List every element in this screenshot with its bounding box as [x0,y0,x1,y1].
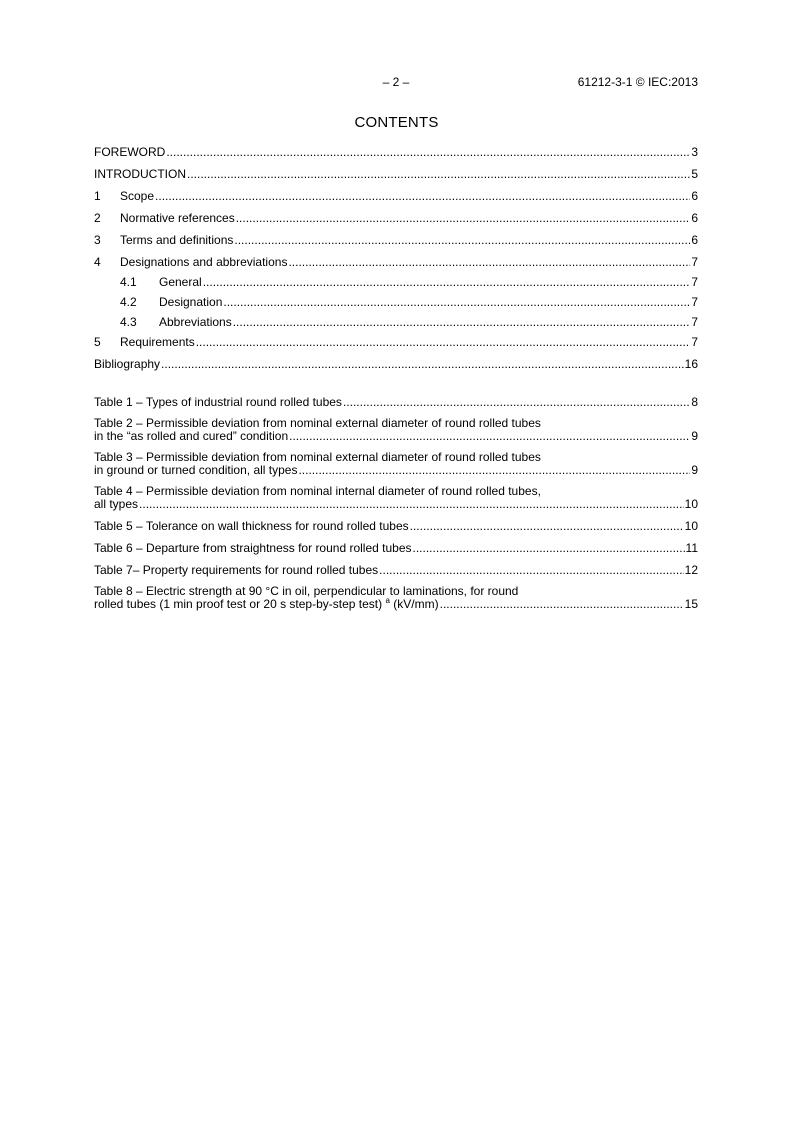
leader-dots [196,335,691,349]
toc-entry-table-3[interactable] [94,450,698,477]
toc-page: 15 [684,597,698,611]
leader-dots [289,429,690,443]
toc-page: 6 [691,211,698,225]
leader-dots [343,395,690,409]
toc-page: 3 [691,145,698,159]
toc-label: in ground or turned condition, all types [94,463,298,477]
toc-page: 10 [684,497,698,511]
toc-entry-table-2[interactable] [94,416,698,443]
page-number: – 2 – [382,75,410,89]
toc-label-line: Table 2 – Permissible deviation from nominal external diameter of round rolled tubes [94,416,541,430]
toc-entry-scope[interactable] [94,189,698,203]
toc-number: 4 [94,255,101,269]
leader-dots [223,295,690,309]
toc-entry-bibliography[interactable] [94,357,698,371]
toc-label: in the “as rolled and cured” condition [94,429,289,443]
leader-dots [139,497,684,511]
toc-label: FOREWORD [94,145,166,159]
toc-number: 4.2 [120,295,137,309]
toc-label: all types [94,497,139,511]
toc-label: Table 7– Property requirements for round rolled tubes [94,563,379,577]
toc-label: INTRODUCTION [94,167,186,181]
toc-label: Table 6 – Departure from straightness for round rolled tubes [94,541,412,555]
page-title: CONTENTS [354,114,439,131]
toc-page: 7 [691,295,698,309]
toc-label [94,594,439,611]
toc-page: 12 [684,563,698,577]
toc-entry-terms-and-definitions[interactable] [94,233,698,247]
toc-page: 7 [691,255,698,269]
toc-label-line: Table 3 – Permissible deviation from nominal external diameter of round rolled tubes [94,450,541,464]
leader-dots [288,255,690,269]
toc-page: 7 [691,275,698,289]
toc-entry-normative-references[interactable] [94,211,698,225]
toc-label: General [159,275,202,289]
toc-label: Terms and definitions [120,233,234,247]
toc-number: 4.3 [120,315,137,329]
leader-dots [161,357,684,371]
leader-dots [413,541,685,555]
leader-dots [187,167,690,181]
toc-entry-designations[interactable] [94,255,698,269]
toc-label: Requirements [120,335,195,349]
toc-label: Scope [120,189,155,203]
leader-dots [166,145,690,159]
toc-entry-designation[interactable] [94,295,698,309]
toc-entry-table-6[interactable] [94,541,698,555]
toc-entry-table-8[interactable] [94,584,698,611]
toc-label-line: Table 4 – Permissible deviation from nominal internal diameter of round rolled tubes, [94,484,541,498]
toc-number: 3 [94,233,101,247]
toc-entry-table-7[interactable] [94,563,698,577]
page-header [94,75,698,93]
leader-dots [236,211,691,225]
toc-label-text: rolled tubes (1 min proof test or 20 s step-by-step test) [94,597,383,611]
toc-page: 9 [691,429,698,443]
toc-label: Designations and abbreviations [120,255,288,269]
toc-label-line: Table 8 – Electric strength at 90 °C in oil, perpendicular to laminations, for round [94,584,519,598]
leader-dots [155,189,690,203]
toc-entry-general[interactable] [94,275,698,289]
toc-number: 5 [94,335,101,349]
toc-number: 1 [94,189,101,203]
toc-entry-abbreviations[interactable] [94,315,698,329]
toc-page: 6 [691,189,698,203]
toc-label: Designation [159,295,223,309]
toc-page: 7 [691,315,698,329]
toc-entry-foreword[interactable] [94,145,698,159]
toc-label-suffix: (kV/mm) [393,597,439,611]
toc-page: 10 [684,519,698,533]
toc-label: Bibliography [94,357,161,371]
toc-number: 2 [94,211,101,225]
leader-dots [440,597,684,611]
leader-dots [203,275,691,289]
toc-page: 11 [685,541,698,555]
leader-dots [298,463,690,477]
toc-page: 16 [684,357,698,371]
leader-dots [379,563,683,577]
toc-label: Table 1 – Types of industrial round rolled tubes [94,395,342,409]
toc-entry-table-5[interactable] [94,519,698,533]
toc-entry-table-1[interactable] [94,395,698,409]
toc-entry-introduction[interactable] [94,167,698,181]
toc-label: Table 5 – Tolerance on wall thickness for round rolled tubes [94,519,409,533]
toc-page: 9 [691,463,698,477]
leader-dots [234,233,690,247]
leader-dots [410,519,684,533]
toc-entry-requirements[interactable] [94,335,698,349]
toc-label: Abbreviations [159,315,232,329]
toc-page: 7 [691,335,698,349]
toc-page: 6 [691,233,698,247]
toc-number: 4.1 [120,275,137,289]
footnote-marker: a [385,596,390,605]
table-of-contents [94,145,698,611]
toc-entry-table-4[interactable] [94,484,698,511]
toc-label: Normative references [120,211,235,225]
toc-page: 8 [691,395,698,409]
document-id: 61212-3-1 © IEC:2013 [577,75,698,89]
leader-dots [233,315,691,329]
toc-page: 5 [691,167,698,181]
